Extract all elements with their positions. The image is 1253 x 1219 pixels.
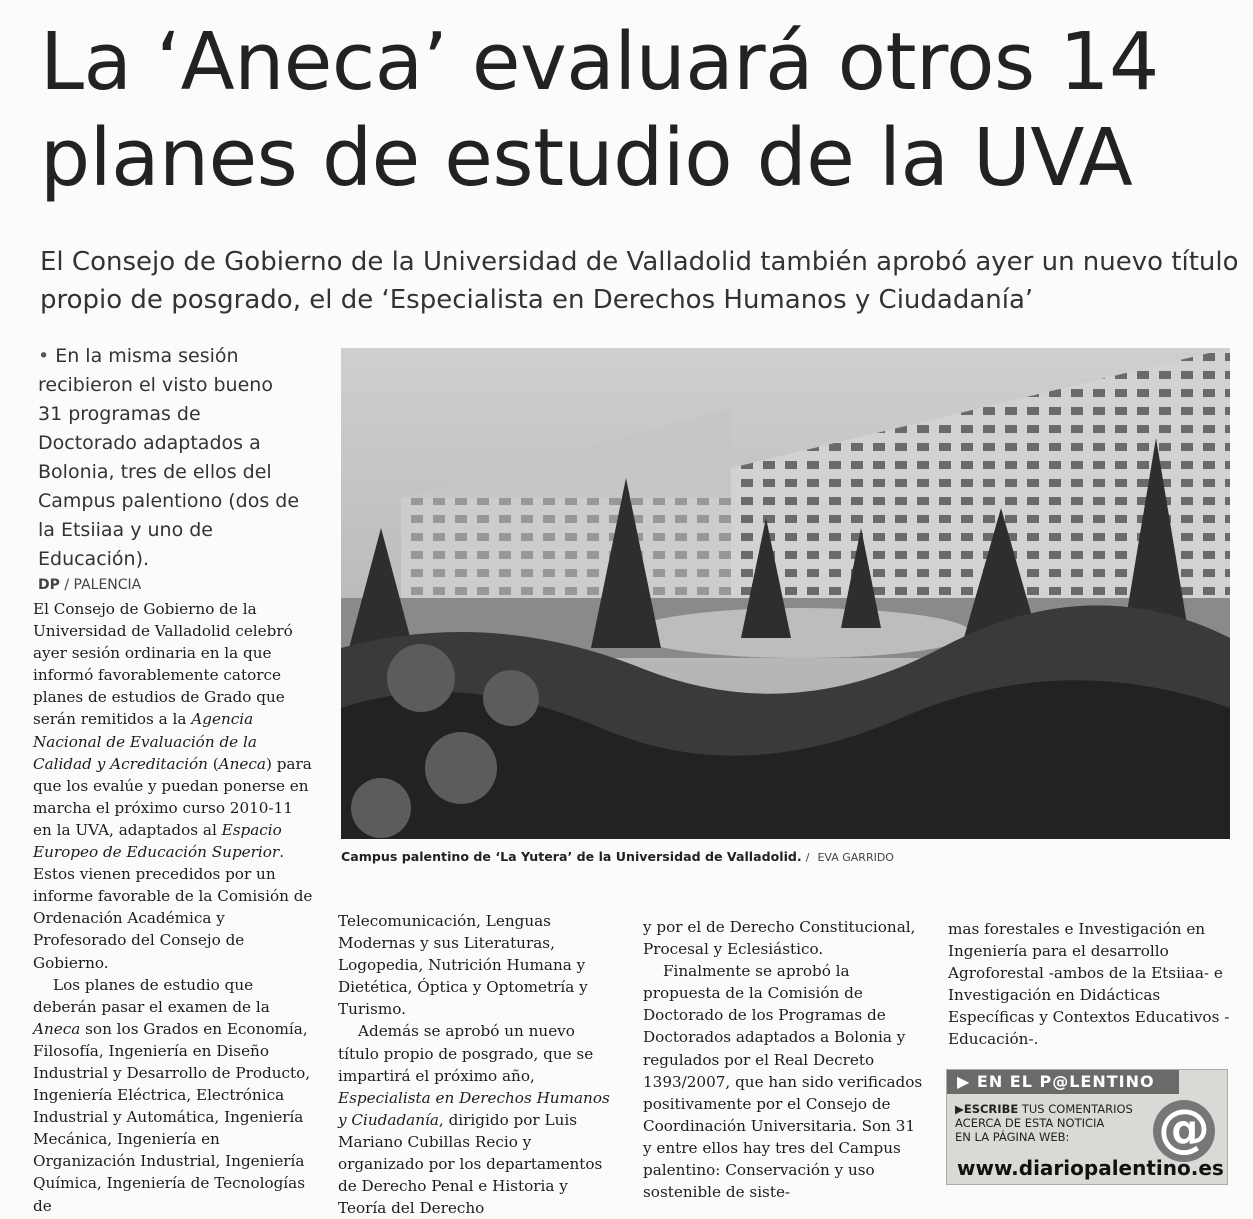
campus-photo-image <box>341 348 1230 839</box>
caption-credit-separator: / <box>805 851 810 864</box>
text-run: Los planes de estudio que deberán pasar el examen de la <box>33 975 270 1016</box>
body-paragraph <box>33 974 316 1217</box>
promo-title: EN EL P@LENTINO <box>976 1072 1155 1091</box>
body-column-1 <box>33 598 316 1217</box>
subheadline: El Consejo de Gobierno de la Universidad de Valladolid también aprobó ayer un nuevo título propio de posgrado, el de ‘Especialista en Derechos Humanos y Ciudadanía’ <box>40 247 1239 315</box>
text-run: ) para que los evalúe y puedan ponerse en marcha el próximo curso 2010-11 en la UVA, adaptados al <box>33 754 312 839</box>
body-column-4 <box>948 918 1230 1051</box>
text-run-italic: Especialista en Derechos Humanos y Ciudadanía <box>338 1088 610 1129</box>
body-paragraph <box>33 598 316 974</box>
at-sign-icon: @ <box>1153 1100 1215 1162</box>
body-paragraph <box>338 1020 620 1219</box>
text-run: Además se aprobó un nuevo título propio de posgrado, que se impartirá el próximo año, <box>338 1022 594 1085</box>
body-paragraph: mas forestales e Investigación en Ingeniería para el desarrollo Agroforestal -ambos de la Etsiiaa- e Investigación en Didácticas Específicas y Contextos Educativos -Educación-. <box>948 920 1230 1049</box>
byline-separator: / <box>64 577 70 593</box>
byline <box>38 577 141 593</box>
campus-photo <box>341 348 1230 839</box>
arrow-icon: ▶ <box>957 1072 971 1091</box>
text-run-italic: Aneca <box>218 754 266 773</box>
promo-line-1 <box>955 1102 1155 1116</box>
caption-credit: EVA GARRIDO <box>817 851 894 864</box>
promo-line-3: EN LA PÁGINA WEB: <box>955 1130 1070 1144</box>
body-paragraph: y por el de Derecho Constitucional, Procesal y Eclesiástico. <box>643 918 916 959</box>
body-column-3 <box>643 916 925 1203</box>
promo-line-1-bold: ESCRIBE <box>963 1102 1019 1116</box>
promo-title-bar <box>947 1070 1179 1094</box>
headline: La ‘Aneca’ evaluará otros 14 planes de estudio de la UVA <box>40 16 1159 204</box>
highlight-box <box>38 342 302 574</box>
website-promo-box[interactable] <box>946 1069 1228 1185</box>
promo-text <box>955 1102 1155 1144</box>
text-run-italic: Aneca <box>33 1019 81 1038</box>
body-column-2 <box>338 910 620 1219</box>
website-link[interactable]: www.diariopalentino.es <box>957 1156 1224 1180</box>
highlight-text: En la misma sesión recibieron el visto bueno 31 programas de Doctorado adaptados a Bolonia, tres de ellos del Campus palentiono (dos de la Etsiiaa y uno de Educación). <box>38 345 300 570</box>
caption-text: Campus palentino de ‘La Yutera’ de la Universidad de Valladolid. <box>341 849 802 864</box>
promo-line-2: ACERCA DE ESTA NOTICIA <box>955 1116 1105 1130</box>
text-run-italic: Espacio Europeo de Educación Superior <box>33 820 282 862</box>
text-run: ( <box>207 754 219 773</box>
byline-place: PALENCIA <box>73 577 142 593</box>
photo-caption <box>341 849 894 864</box>
promo-line-1-rest: TUS COMENTARIOS <box>1018 1102 1133 1116</box>
text-run: El Consejo de Gobierno de la Universidad de Valladolid celebró ayer sesión ordinaria en la que informó favorablemente catorce planes de estudios de Grado que serán remitidos a la <box>33 600 293 729</box>
text-run: son los Grados en Economía, Filosofía, Ingeniería en Diseño Industrial y Desarrollo de Producto, Ingeniería Eléctrica, Electrónica Industrial y Automática, Ingeniería Mecánica, Ingeniería en Organización Industrial, Ingeniería Química, Ingeniería de Tecnologías de <box>33 1019 311 1215</box>
arrow-icon: ▶ <box>955 1102 964 1116</box>
bullet-icon: • <box>38 345 50 367</box>
text-run: , dirigido por Luis Mariano Cubillas Recio y organizado por los departamentos de Derecho Penal e Historia y Teoría del Derecho <box>338 1110 603 1218</box>
body-paragraph: Finalmente se aprobó la propuesta de la Comisión de Doctorado de los Programas de Doctorados adaptados a Bolonia y regulados por el Real Decreto 1393/2007, que han sido verificados positivamente por el Consejo de Coordinación Universitaria. Son 31 y entre ellos hay tres del Campus palentino: Conservación y uso sostenible de siste- <box>643 962 923 1202</box>
body-paragraph: Telecomunicación, Lenguas Modernas y sus Literaturas, Logopedia, Nutrición Humana y Dietética, Óptica y Optometría y Turismo. <box>338 912 588 1019</box>
text-run: . Estos vienen precedidos por un informe favorable de la Comisión de Ordenación Académica y Profesorado del Consejo de Gobierno. <box>33 843 313 972</box>
text-run-italic: Agencia Nacional de Evaluación de la Calidad y Acreditación <box>33 710 257 773</box>
byline-source: DP <box>38 577 60 593</box>
